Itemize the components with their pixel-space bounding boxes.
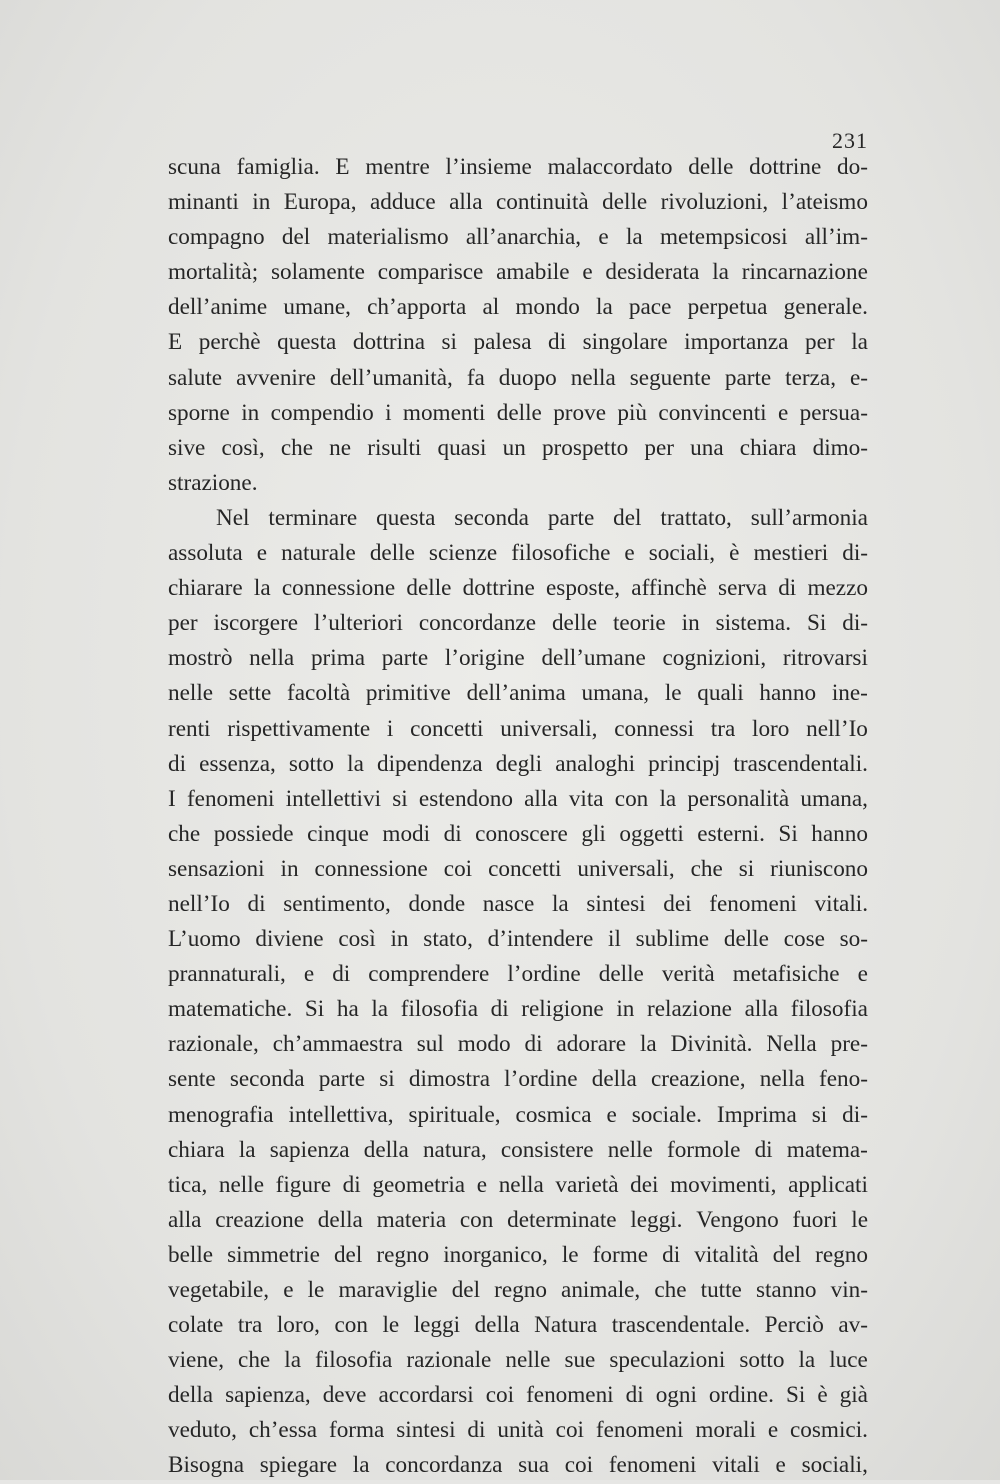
text-line: sente seconda parte si dimostra l’ordine della creazione, nella feno- (168, 1066, 868, 1093)
text-line: di essenza, sotto la dipendenza degli analoghi principj trascendentali. (168, 750, 868, 777)
text-line: alla creazione della materia con determinate leggi. Vengono fuori le (168, 1206, 868, 1233)
text-line: mostrò nella prima parte l’origine dell’umane cognizioni, ritrovarsi (168, 645, 868, 672)
text-line: Nel terminare questa seconda parte del trattato, sull’armonia (216, 504, 868, 531)
text-line: per iscorgere l’ulteriori concordanze delle teorie in sistema. Si di- (168, 610, 868, 637)
text-line: che possiede cinque modi di conoscere gli oggetti esterni. Si hanno (168, 820, 868, 847)
text-line: L’uomo diviene così in stato, d’intendere il sublime delle cose so- (168, 926, 868, 953)
text-line: colate tra loro, con le leggi della Natura trascendentale. Perciò av- (168, 1312, 868, 1339)
text-line: compagno del materialismo all’anarchia, e la metempsicosi all’im- (168, 224, 868, 251)
text-line: nelle sette facoltà primitive dell’anima umana, le quali hanno ine- (168, 680, 868, 707)
text-line: chiara la sapienza della natura, consistere nelle formole di matema- (168, 1136, 868, 1163)
text-line: tica, nelle figure di geometria e nella varietà dei movimenti, applicati (168, 1171, 868, 1198)
text-line: chiarare la connessione delle dottrine esposte, affinchè serva di mezzo (168, 575, 868, 602)
text-line: vegetabile, e le maraviglie del regno animale, che tutte stanno vin- (168, 1277, 868, 1303)
text-line: razionale, ch’ammaestra sul modo di adorare la Divinità. Nella pre- (168, 1031, 868, 1058)
text-line: viene, che la filosofia razionale nelle sue speculazioni sotto la luce (168, 1347, 868, 1374)
text-line: sive così, che ne risulti quasi un prospetto per una chiara dimo- (168, 434, 868, 461)
text-line: della sapienza, deve accordarsi coi fenomeni di ogni ordine. Si è già (168, 1382, 868, 1409)
text-line: prannaturali, e di comprendere l’ordine delle verità metafisiche e (168, 961, 868, 988)
text-line: assoluta e naturale delle scienze filosofiche e sociali, è mestieri di- (168, 540, 868, 567)
text-line: minanti in Europa, adduce alla continuità delle rivoluzioni, l’ateismo (168, 189, 868, 216)
text-line: renti rispettivamente i concetti universali, connessi tra loro nell’Io (168, 715, 868, 742)
text-line: I fenomeni intellettivi si estendono alla vita con la personalità umana, (168, 785, 868, 812)
text-line: strazione. (168, 469, 258, 496)
text-line: belle simmetrie del regno inorganico, le forme di vitalità del regno (168, 1241, 868, 1268)
page-number: 231 (832, 128, 868, 153)
text-line: salute avvenire dell’umanità, fa duopo nella seguente parte terza, e- (168, 364, 868, 391)
text-line: Bisogna spiegare la concordanza sua coi fenomeni vitali e sociali, (168, 1452, 868, 1479)
text-line: veduto, ch’essa forma sintesi di unità coi fenomeni morali e cosmici. (168, 1417, 868, 1444)
text-line: sporne in compendio i momenti delle prove più convincenti e persua- (168, 399, 868, 426)
text-line: sensazioni in connessione coi concetti universali, che si riuniscono (168, 855, 868, 882)
text-line: menografia intellettiva, spirituale, cosmica e sociale. Imprima si di- (168, 1101, 868, 1128)
text-line: dell’anime umane, ch’apporta al mondo la pace perpetua generale. (168, 294, 868, 321)
text-line: nell’Io di sentimento, donde nasce la sintesi dei fenomeni vitali. (168, 890, 868, 917)
text-line: scuna famiglia. E mentre l’insieme malaccordato delle dottrine do- (168, 154, 868, 180)
text-line: mortalità; solamente comparisce amabile e desiderata la rincarnazione (168, 259, 868, 286)
text-line: E perchè questa dottrina si palesa di singolare importanza per la (168, 329, 868, 356)
body-text (168, 150, 868, 1484)
text-line: matematiche. Si ha la filosofia di religione in relazione alla filosofia (168, 996, 868, 1023)
